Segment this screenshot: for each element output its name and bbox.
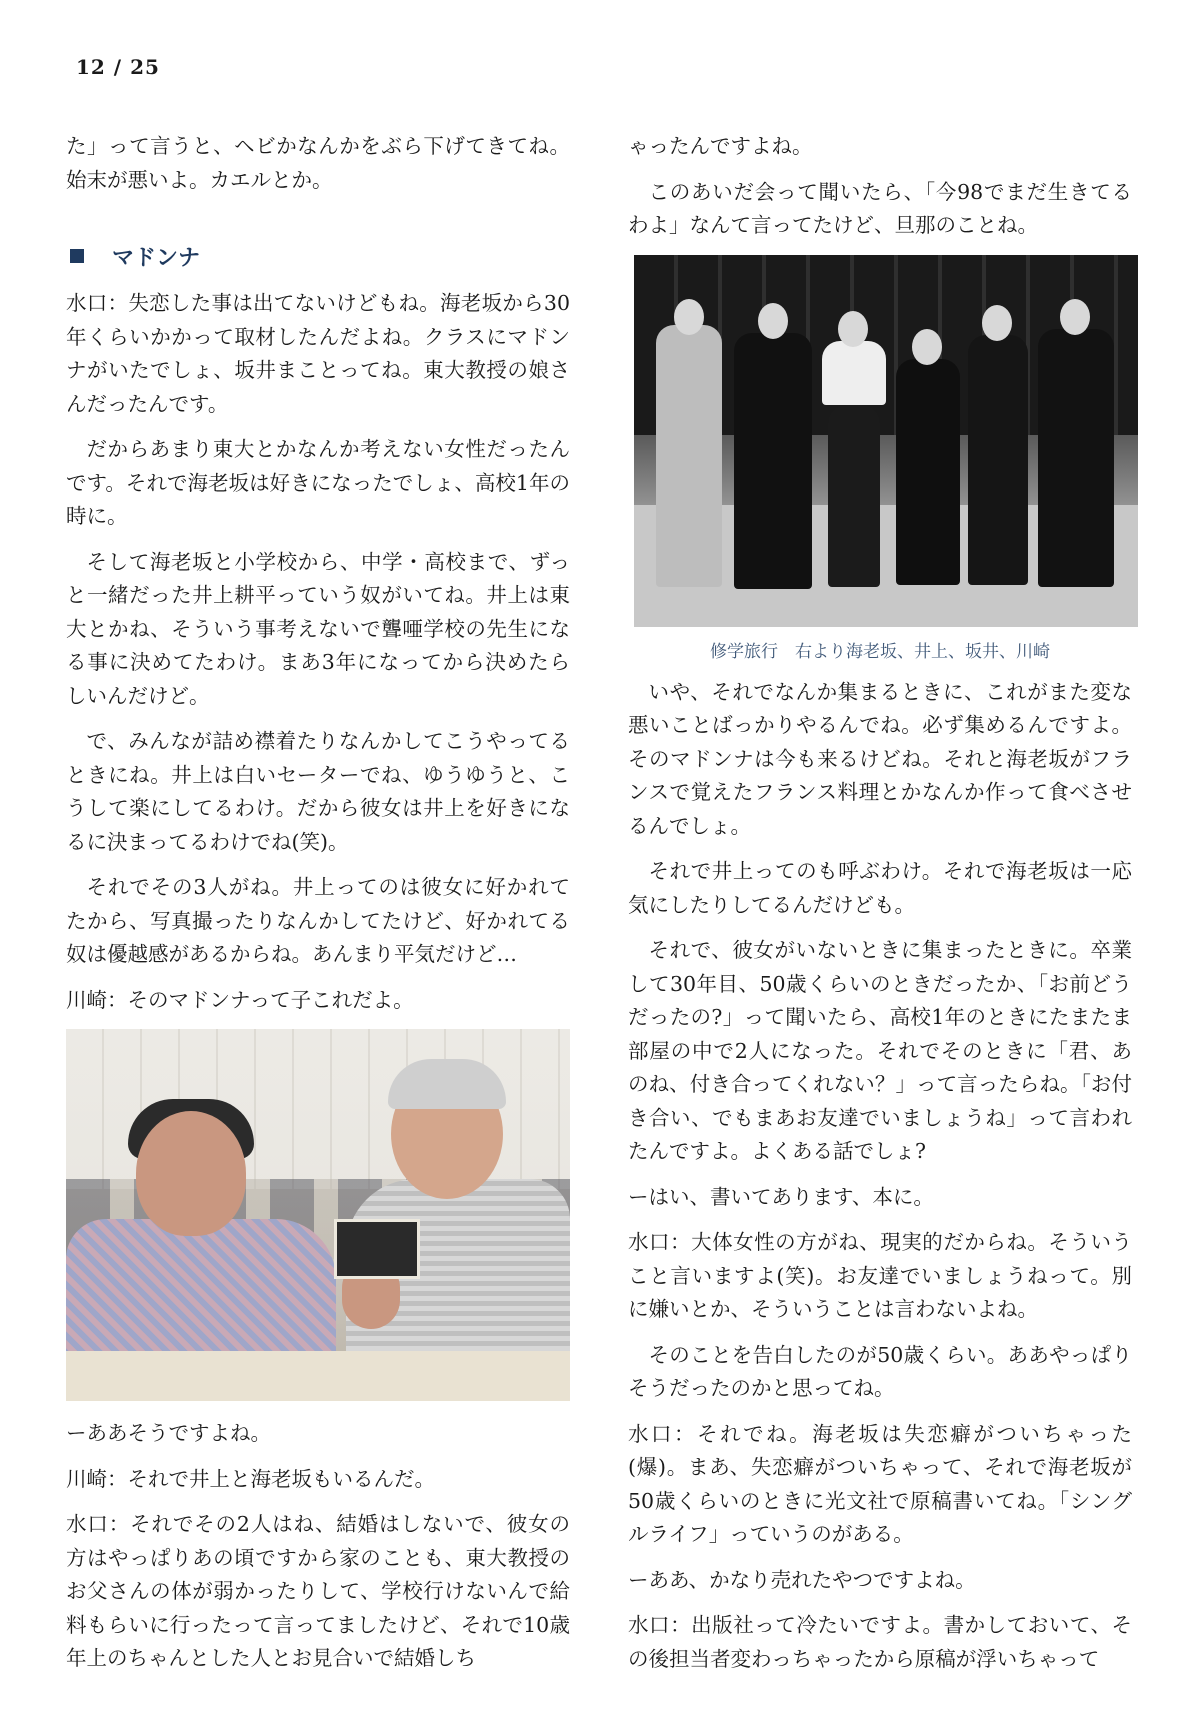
paragraph: 水口：それでその2人はね、結婚はしないで、彼女の方はやっぱりあの頃ですから家のことも、東大教授のお父さんの体が弱かったりして、学校行けないんで給料もらいに行ったって言ってましたけど、それで10歳年上のちゃんとした人とお見合いで結婚しち: [66, 1512, 570, 1670]
section-heading: [66, 239, 570, 273]
paragraph: ゃったんですよね。: [628, 134, 813, 158]
paragraph: それで、彼女がいないときに集まったときに。卒業して30年目、50歳くらいのときだったか、「お前どうだったの?」って聞いたら、高校1年のときにたまたま部屋の中で2人になった。それでそのときに「君、あのね、付き合ってくれない？」って言ったらね。「お付き合い、でもまあお友達でいましょうね」って言われたんですよ。よくある話でしょ?: [628, 938, 1132, 1163]
right-column: [628, 130, 1132, 1688]
paragraph: た」って言うと、ヘビかなんかをぶら下げてきてね。始末が悪いよ。カエルとか。: [66, 134, 570, 192]
left-column: [66, 130, 570, 1688]
paragraph: それでその3人がね。井上ってのは彼女に好かれてたから、写真撮ったりなんかしてたけど、好かれてる奴は優越感があるからね。あんまり平気だけど…: [66, 875, 570, 966]
paragraph: そして海老坂と小学校から、中学・高校まで、ずっと一緒だった井上耕平っていう奴がいてね。井上は東大とかね、そういう事考えないで聾唖学校の先生になる事に決めてたわけ。まあ3年になってから決めたらしいんだけど。: [66, 549, 570, 708]
paragraph: 水口：出版社って冷たいですよ。書かしておいて、その後担当者変わっちゃったから原稿が浮いちゃって: [628, 1613, 1132, 1671]
person-figure: [968, 335, 1028, 585]
paragraph: ーああ、かなり売れたやつですよね。: [628, 1567, 976, 1592]
paragraph: だからあまり東大とかなんか考えない女性だったんです。それで海老坂は好きになったでしょ、高校1年の時に。: [66, 437, 570, 528]
paragraph: ーああそうですよね。: [66, 1421, 271, 1445]
interview-photo: [66, 1029, 570, 1401]
person-left-head: [136, 1111, 246, 1236]
paragraph: このあいだ会って聞いたら、「今98でまだ生きてるわよ」なんて言ってたけど、旦那のことね。: [628, 179, 1132, 237]
person-head: [758, 303, 788, 339]
paragraph: 水口：失恋した事は出てないけどもね。海老坂から30年くらいかかって取材したんだよね。クラスにマドンナがいたでしょ、坂井まことってね。東大教授の娘さんだったんです。: [66, 291, 570, 416]
paragraph: 川崎：それで井上と海老坂もいるんだ。: [66, 1466, 435, 1491]
square-bullet-icon: [70, 249, 84, 263]
held-old-photo: [334, 1219, 420, 1279]
section-heading-title: マドンナ: [112, 245, 201, 271]
person-figure: [1038, 329, 1114, 587]
paragraph: で、みんなが詰め襟着たりなんかしてこうやってるときにね。井上は白いセーターでね、ゆうゆうと、こうして楽にしてるわけ。だから彼女は井上を好きになるに決まってるわけでね(笑)。: [66, 729, 570, 854]
paragraph: 水口：それでね。海老坂は失恋癖がついちゃった(爆)。まあ、失恋癖がついちゃって、それで海老坂が50歳くらいのときに光文社で原稿書いてね。「シングルライフ」っていうのがある。: [628, 1421, 1132, 1546]
person-head: [674, 299, 704, 335]
person-right-hair: [388, 1059, 506, 1109]
table: [66, 1351, 570, 1401]
photo-caption: 修学旅行 右より海老坂、井上、坂井、川崎: [710, 641, 1050, 662]
person-figure: [734, 333, 812, 589]
paragraph: ーはい、書いてあります、本に。: [628, 1184, 934, 1209]
paragraph: いや、それでなんか集まるときに、これがまた変な悪いことばっかりやるんでね。必ず集めるんですよ。そのマドンナは今も来るけどね。それと海老坂がフランスで覚えたフランス料理とかなんか作って食べさせるんでしょ。: [628, 679, 1132, 838]
person-figure: [896, 359, 960, 585]
paragraph: 水口：大体女性の方がね、現実的だからね。そういうこと言いますよ(笑)。お友達でいましょうねって。別に嫌いとか、そういうことは言わないよね。: [628, 1230, 1132, 1321]
person-figure: [828, 405, 880, 587]
school-trip-photo: [634, 255, 1138, 627]
person-head: [982, 305, 1012, 341]
person-head: [838, 311, 868, 347]
paragraph: そのことを告白したのが50歳くらい。ああやっぱりそうだったのかと思ってね。: [628, 1342, 1132, 1400]
person-figure: [656, 325, 722, 587]
person-head: [1060, 299, 1090, 335]
paragraph: 川崎：そのマドンナって子これだよ。: [66, 987, 414, 1012]
person-figure: [822, 341, 886, 405]
person-head: [912, 329, 942, 365]
page-number: 12 / 25: [76, 55, 160, 79]
paragraph: それで井上ってのも呼ぶわけ。それで海老坂は一応気にしたりしてるんだけども。: [628, 859, 1132, 917]
